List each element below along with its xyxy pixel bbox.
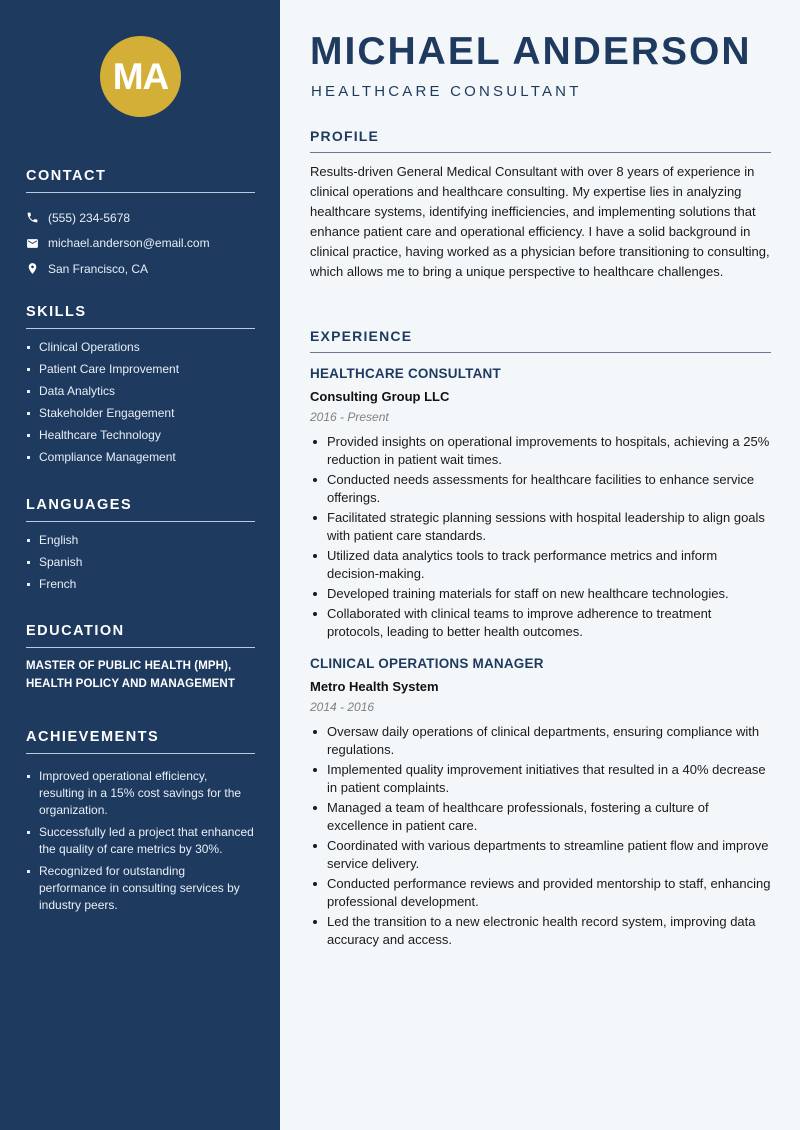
contact-section <box>26 168 255 282</box>
skill-item: Clinical Operations <box>26 339 255 356</box>
job-bullet: Developed training materials for staff on new healthcare technologies. <box>310 585 771 603</box>
education-section <box>26 623 255 693</box>
job-company: Consulting Group LLC <box>310 389 450 404</box>
avatar-initials: MA <box>112 55 169 97</box>
job-entry <box>310 655 771 949</box>
skills-section <box>26 304 255 471</box>
contact-location <box>26 256 255 282</box>
skills-heading: SKILLS <box>26 304 255 329</box>
achievements-section <box>26 729 255 919</box>
job-dates: 2014 - 2016 <box>310 700 375 714</box>
contact-list <box>26 205 255 282</box>
degree-line-1: MASTER OF PUBLIC HEALTH (MPH), <box>26 660 232 672</box>
skills-list <box>26 339 255 466</box>
contact-phone <box>26 205 255 231</box>
achievement-item: Recognized for outstanding performance in consulting services by industry peers. <box>26 863 255 914</box>
achievements-list <box>26 768 255 914</box>
job-bullet: Coordinated with various departments to streamline patient flow and improve service delivery. <box>310 837 771 873</box>
skill-item: Patient Care Improvement <box>26 361 255 378</box>
language-item: English <box>26 532 255 549</box>
job-bullet: Oversaw daily operations of clinical departments, ensuring compliance with regulations. <box>310 723 771 759</box>
languages-section <box>26 497 255 598</box>
location-pin-icon <box>26 262 39 275</box>
achievements-heading: ACHIEVEMENTS <box>26 729 255 754</box>
job-bullet: Implemented quality improvement initiatives that resulted in a 40% decrease in patient complaints. <box>310 761 771 797</box>
job-bullets <box>310 433 771 641</box>
languages-heading: LANGUAGES <box>26 497 255 522</box>
job-dates: 2016 - Present <box>310 410 389 424</box>
language-item: Spanish <box>26 554 255 571</box>
job-bullet: Provided insights on operational improvements to hospitals, achieving a 25% reduction in patient wait times. <box>310 433 771 469</box>
experience-heading: EXPERIENCE <box>310 328 771 353</box>
education-heading: EDUCATION <box>26 623 255 648</box>
achievement-item: Successfully led a project that enhanced the quality of care metrics by 30%. <box>26 824 255 858</box>
profile-section <box>310 128 771 282</box>
skill-item: Stakeholder Engagement <box>26 405 255 422</box>
profile-heading: PROFILE <box>310 128 771 153</box>
skill-item: Data Analytics <box>26 383 255 400</box>
email-address[interactable]: michael.anderson@email.com <box>48 236 210 251</box>
job-title: HEALTHCARE CONSULTANT <box>310 366 501 381</box>
email-icon <box>26 237 39 250</box>
phone-icon <box>26 211 39 224</box>
degree-line-2: HEALTH POLICY AND MANAGEMENT <box>26 677 235 690</box>
language-item: French <box>26 576 255 593</box>
job-bullets <box>310 723 771 949</box>
job-bullet: Facilitated strategic planning sessions with hospital leadership to align goals with patient care standards. <box>310 509 771 545</box>
profile-summary: Results-driven General Medical Consultant with over 8 years of experience in clinical operations and healthcare consulting. My expertise lies in analyzing healthcare systems, identifying inefficiencies, and implementing solutions that enhance patient care and operational efficiency. I have a solid background in clinical practice, having worked as a physician before transitioning to consulting, which allows me to bring a unique perspective to healthcare challenges. <box>310 164 770 279</box>
education-degree <box>26 658 255 693</box>
contact-heading: CONTACT <box>26 168 255 193</box>
skill-item: Healthcare Technology <box>26 427 255 444</box>
achievement-item: Improved operational efficiency, resulting in a 15% cost savings for the organization. <box>26 768 255 819</box>
contact-email <box>26 231 255 257</box>
job-bullet: Collaborated with clinical teams to improve adherence to treatment protocols, leading to better health outcomes. <box>310 605 771 641</box>
job-bullet: Utilized data analytics tools to track performance metrics and inform decision-making. <box>310 547 771 583</box>
experience-section <box>310 328 771 951</box>
job-entry <box>310 365 771 641</box>
job-company: Metro Health System <box>310 679 439 694</box>
candidate-name: MICHAEL ANDERSON <box>310 30 752 73</box>
skill-item: Compliance Management <box>26 449 255 466</box>
job-bullet: Conducted needs assessments for healthcare facilities to enhance service offerings. <box>310 471 771 507</box>
job-bullet: Managed a team of healthcare professionals, fostering a culture of excellence in patient care. <box>310 799 771 835</box>
job-bullet: Led the transition to a new electronic health record system, improving data accuracy and access. <box>310 913 771 949</box>
candidate-title: HEALTHCARE CONSULTANT <box>311 83 582 100</box>
job-title: CLINICAL OPERATIONS MANAGER <box>310 656 544 671</box>
job-bullet: Conducted performance reviews and provided mentorship to staff, enhancing professional development. <box>310 875 771 911</box>
languages-list <box>26 532 255 593</box>
sidebar <box>0 0 280 1130</box>
phone-number[interactable]: (555) 234-5678 <box>48 210 131 225</box>
location-text: San Francisco, CA <box>48 261 149 276</box>
avatar <box>100 36 181 117</box>
